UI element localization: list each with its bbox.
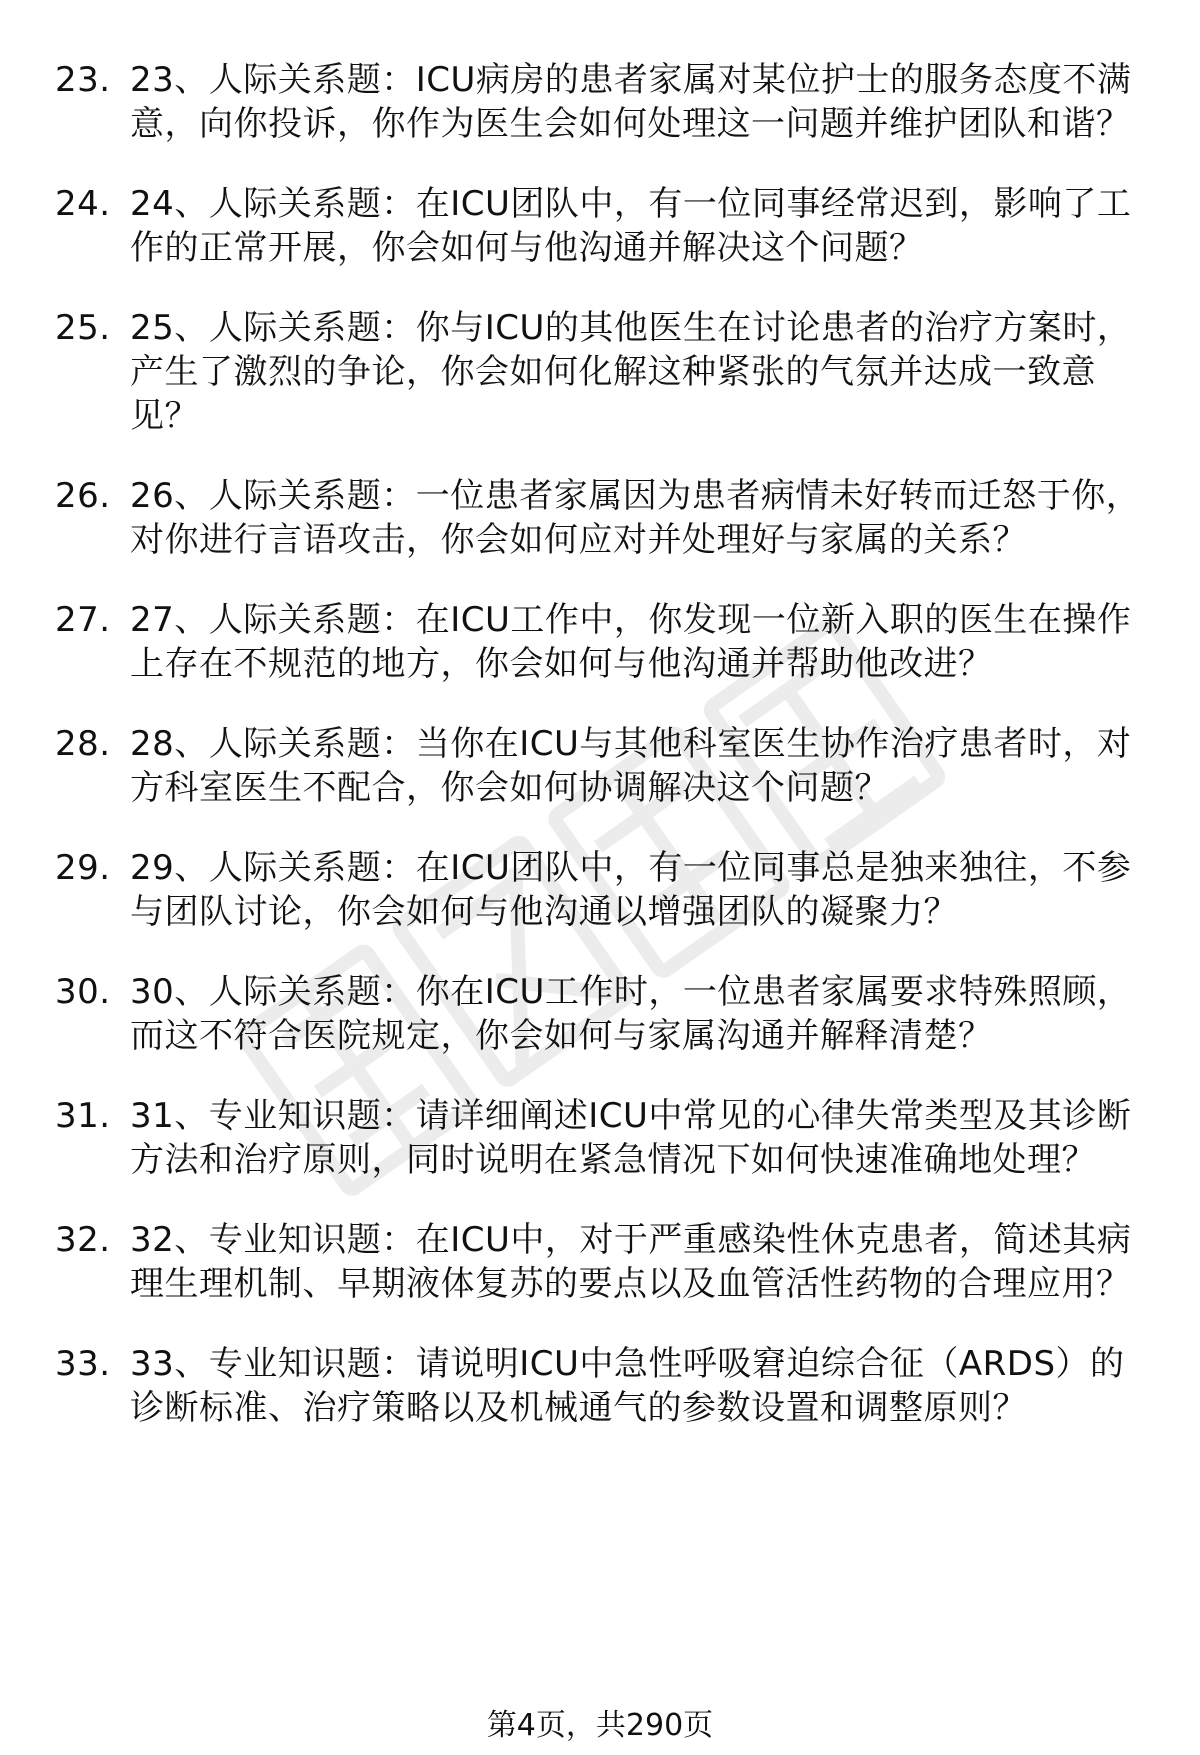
page-footer: 第4页，共290页 (486, 1708, 714, 1743)
question-item (55, 182, 1155, 270)
question-text: 24、人际关系题：在ICU团队中，有一位同事经常迟到，影响了工作的正常开展，你会如何与他沟通并解决这个问题？ (130, 184, 1132, 268)
question-item (55, 1218, 1155, 1306)
question-number: 32. (55, 1220, 111, 1260)
question-text: 26、人际关系题：一位患者家属因为患者病情未好转而迁怒于你，对你进行言语攻击，你会如何应对并处理好与家属的关系？ (130, 476, 1141, 560)
question-number: 29. (55, 848, 111, 888)
question-text: 32、专业知识题：在ICU中，对于严重感染性休克患者，简述其病理生理机制、早期液体复苏的要点以及血管活性药物的合理应用？ (130, 1220, 1132, 1304)
question-text: 25、人际关系题：你与ICU的其他医生在讨论患者的治疗方案时，产生了激烈的争论，你会如何化解这种紧张的气氛并达成一致意见？ (130, 308, 1132, 436)
question-item (55, 598, 1155, 686)
question-list (55, 58, 1155, 1466)
question-number: 27. (55, 600, 111, 640)
question-number: 25. (55, 308, 111, 348)
question-item (55, 970, 1155, 1058)
question-item (55, 474, 1155, 562)
question-text: 33、专业知识题：请说明ICU中急性呼吸窘迫综合征（ARDS）的诊断标准、治疗策略以及机械通气的参数设置和调整原则？ (130, 1344, 1125, 1428)
question-item (55, 58, 1155, 146)
question-item (55, 1094, 1155, 1182)
question-number: 31. (55, 1096, 111, 1136)
question-text: 23、人际关系题：ICU病房的患者家属对某位护士的服务态度不满意，向你投诉，你作为医生会如何处理这一问题并维护团队和谐？ (130, 60, 1132, 144)
question-number: 33. (55, 1344, 111, 1384)
question-text: 28、人际关系题：当你在ICU与其他科室医生协作治疗患者时，对方科室医生不配合，你会如何协调解决这个问题？ (130, 724, 1132, 808)
question-item (55, 1342, 1155, 1430)
question-number: 28. (55, 724, 111, 764)
question-number: 26. (55, 476, 111, 516)
question-text: 30、人际关系题：你在ICU工作时，一位患者家属要求特殊照顾，而这不符合医院规定，你会如何与家属沟通并解释清楚？ (130, 972, 1132, 1056)
question-item (55, 722, 1155, 810)
question-number: 24. (55, 184, 111, 224)
question-number: 30. (55, 972, 111, 1012)
question-item (55, 846, 1155, 934)
question-text: 27、人际关系题：在ICU工作中，你发现一位新入职的医生在操作上存在不规范的地方，你会如何与他沟通并帮助他改进？ (130, 600, 1132, 684)
question-number: 23. (55, 60, 111, 100)
question-text: 31、专业知识题：请详细阐述ICU中常见的心律失常类型及其诊断方法和治疗原则，同时说明在紧急情况下如何快速准确地处理？ (130, 1096, 1132, 1180)
question-item (55, 306, 1155, 438)
question-text: 29、人际关系题：在ICU团队中，有一位同事总是独来独往，不参与团队讨论，你会如何与他沟通以增强团队的凝聚力？ (130, 848, 1132, 932)
